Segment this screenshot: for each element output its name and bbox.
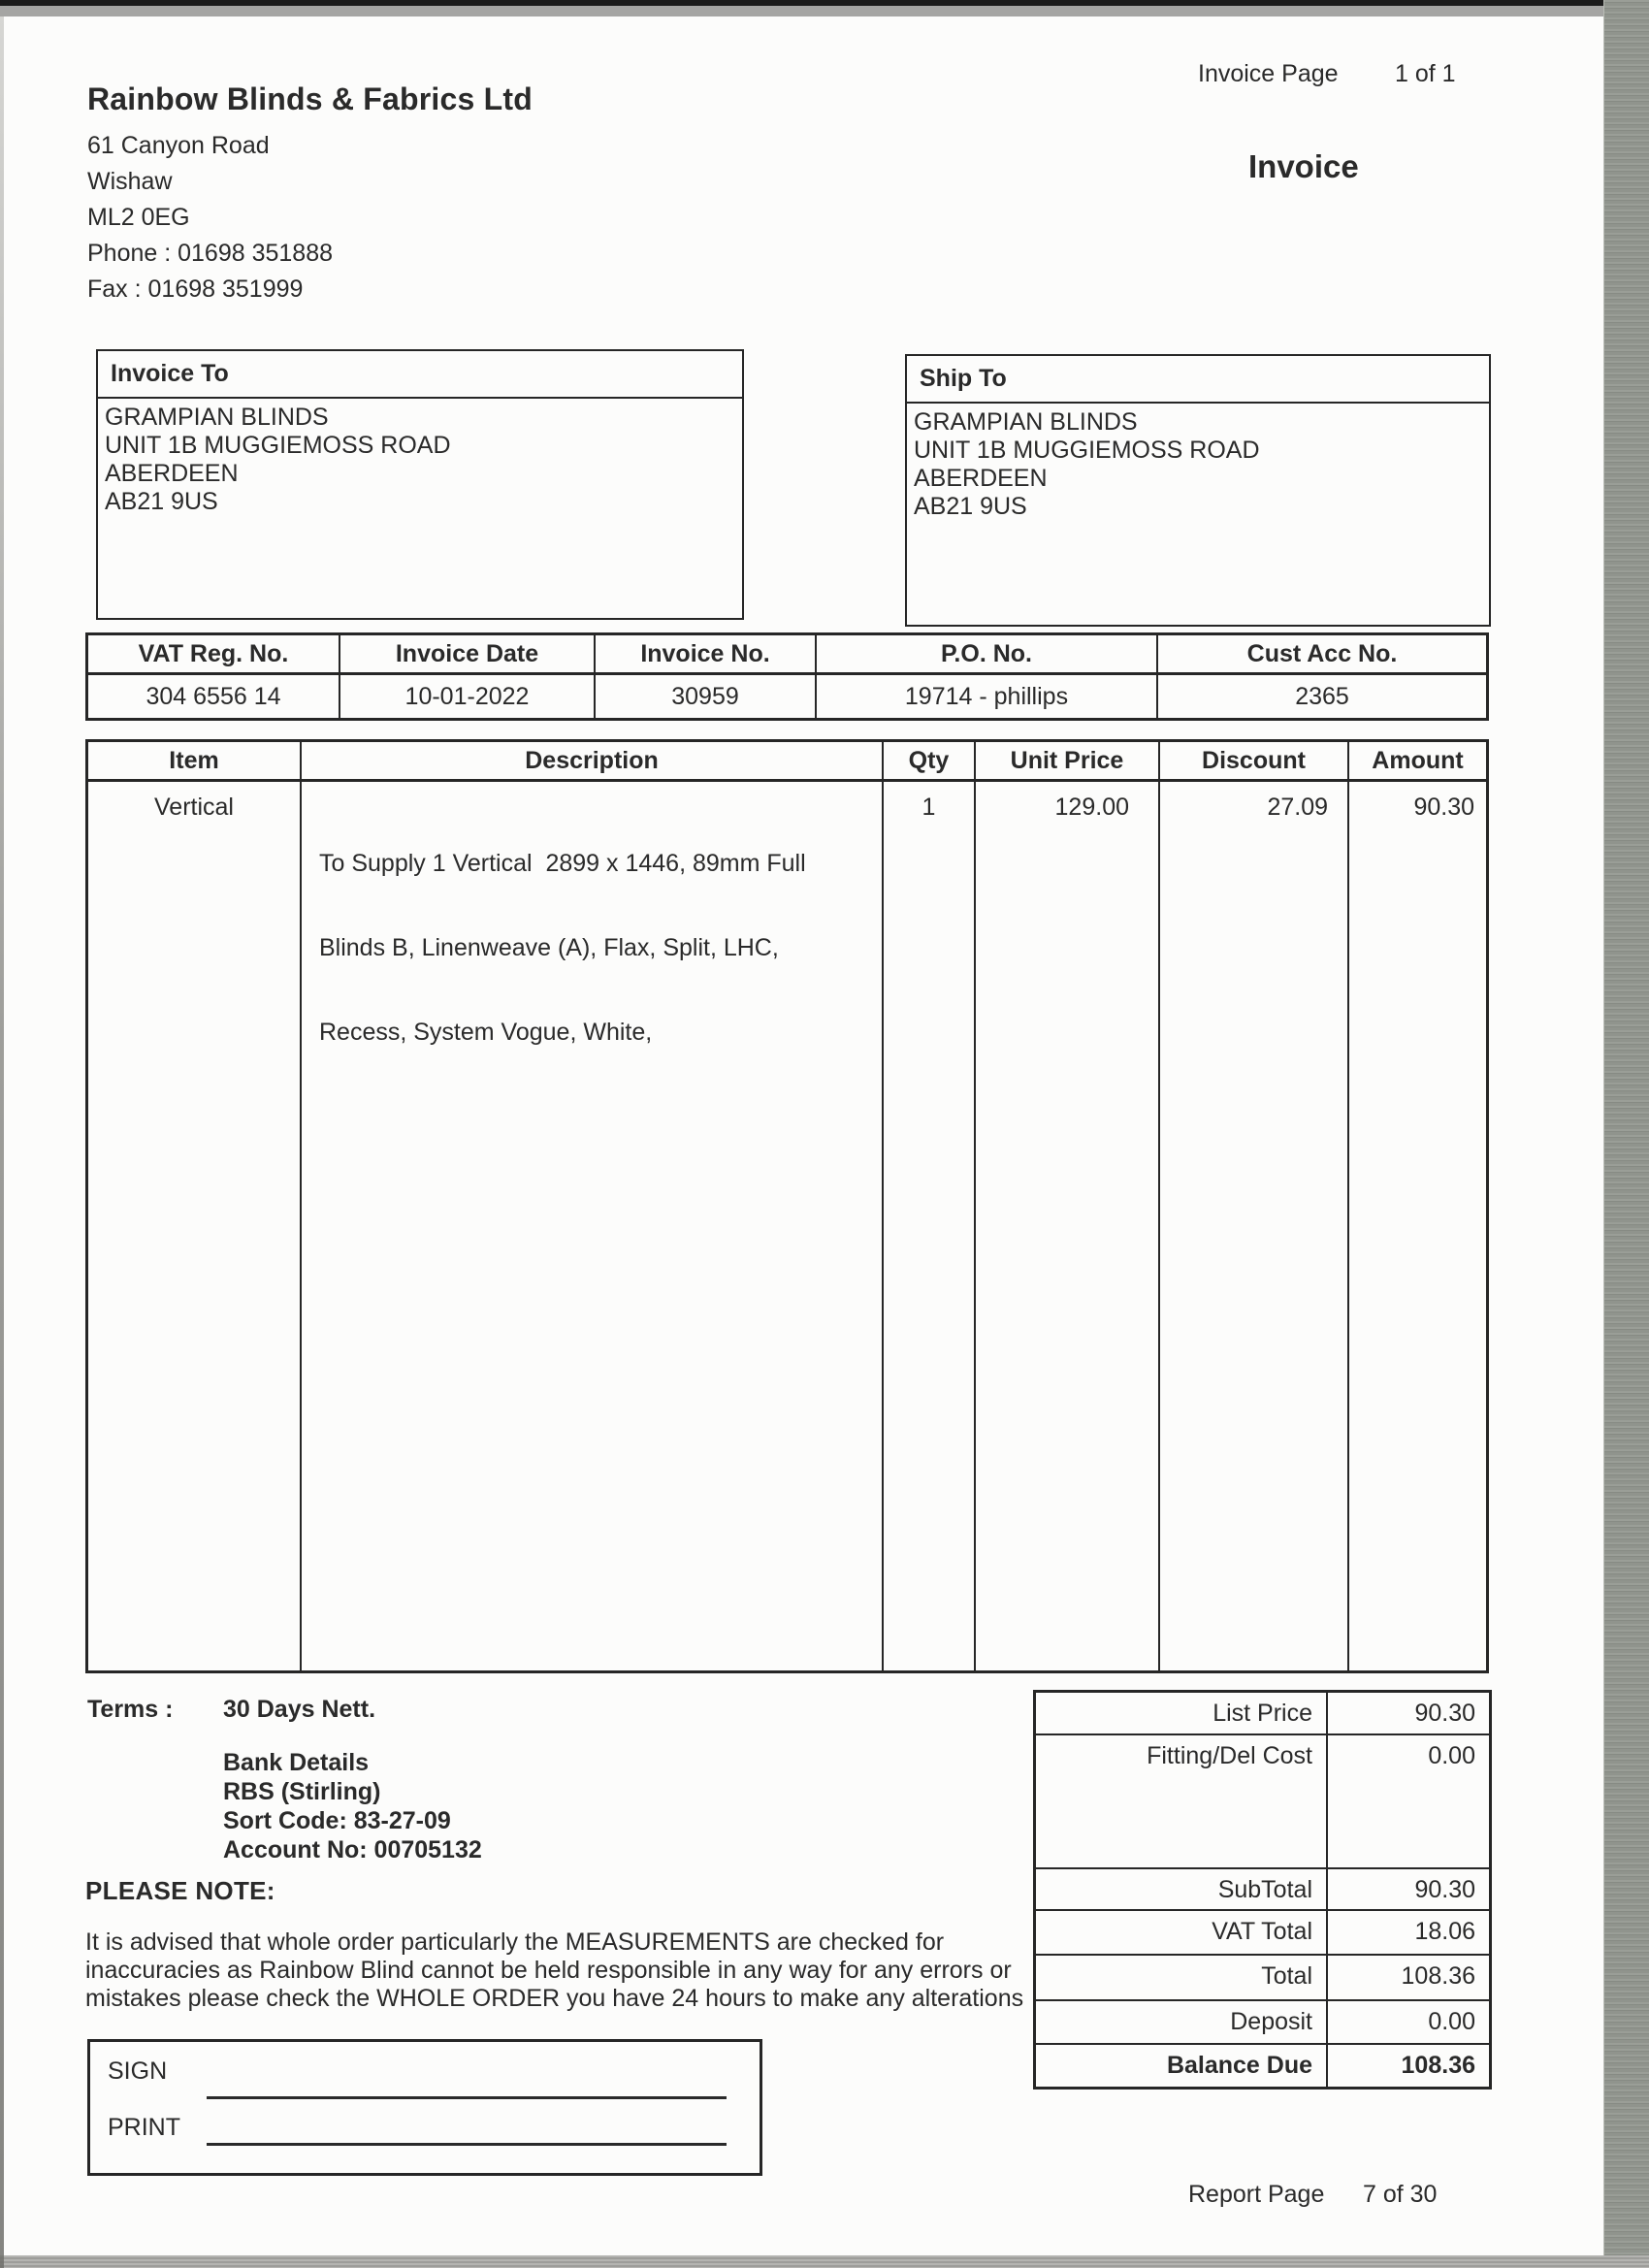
company-phone: Phone : 01698 351888	[87, 240, 334, 267]
invoice-to-line: UNIT 1B MUGGIEMOSS ROAD	[105, 432, 451, 459]
invoice-page-value: 1 of 1	[1395, 60, 1456, 87]
ship-to-line: ABERDEEN	[914, 465, 1048, 492]
company-address-line: 61 Canyon Road	[87, 132, 270, 159]
invoice-to-line: ABERDEEN	[105, 460, 239, 487]
please-note-line: inaccuracies as Rainbow Blind cannot be held responsible in any way for any errors or	[85, 1957, 1012, 1984]
bank-details-block	[223, 1748, 482, 1864]
item-description-line: Recess, System Vogue, White,	[319, 1019, 653, 1046]
invoice-to-header: Invoice To	[98, 351, 742, 399]
totals-row-subtotal	[1036, 1869, 1489, 1911]
meta-value-cust-acc: 2365	[1295, 682, 1349, 710]
sign-line	[207, 2096, 727, 2099]
totals-value: 18.06	[1414, 1918, 1475, 1945]
please-note-line: mistakes please check the WHOLE ORDER you have 24 hours to make any alterations	[85, 1985, 1024, 2012]
please-note-text	[85, 1928, 1023, 2013]
meta-value-invoice-no: 30959	[596, 675, 817, 718]
totals-value: 0.00	[1428, 1742, 1475, 1769]
print-label: PRINT	[108, 2114, 180, 2141]
bank-name: RBS (Stirling)	[223, 1778, 381, 1805]
totals-row-fitting-del-cost	[1036, 1735, 1489, 1869]
totals-label: Deposit	[1036, 2001, 1328, 2043]
signature-box	[87, 2039, 762, 2176]
meta-header-invoice-date: Invoice Date	[340, 635, 596, 675]
company-name: Rainbow Blinds & Fabrics Ltd	[87, 81, 533, 116]
please-note-line: It is advised that whole order particularly the MEASUREMENTS are checked for	[85, 1928, 945, 1956]
totals-label: Total	[1036, 1956, 1328, 1999]
invoice-meta-table	[85, 632, 1489, 721]
invoice-title: Invoice	[1248, 148, 1359, 184]
scanner-edge-left-strip	[0, 16, 4, 2268]
ship-to-line: GRAMPIAN BLINDS	[914, 408, 1138, 436]
meta-header-po-no: P.O. No.	[817, 635, 1158, 675]
company-fax: Fax : 01698 351999	[87, 275, 304, 303]
ship-to-box	[905, 354, 1491, 627]
totals-row-vat-total	[1036, 1911, 1489, 1956]
totals-value: 90.30	[1414, 1700, 1475, 1727]
terms-value: 30 Days Nett.	[223, 1696, 376, 1723]
item-cell-amount: 90.30	[1413, 794, 1474, 821]
totals-box	[1033, 1690, 1492, 2090]
company-address	[87, 128, 333, 308]
bank-details-heading: Bank Details	[223, 1749, 370, 1776]
item-cell-qty: 1	[884, 782, 976, 1670]
items-header-amount: Amount	[1349, 742, 1486, 782]
bank-account-no: Account No: 00705132	[223, 1836, 482, 1863]
item-cell-description	[302, 782, 884, 1670]
company-address-line: Wishaw	[87, 168, 173, 195]
terms-label: Terms :	[87, 1696, 174, 1723]
invoice-to-box	[96, 349, 744, 620]
invoice-page-label: Invoice Page	[1198, 60, 1339, 87]
totals-label: VAT Total	[1036, 1911, 1328, 1954]
items-header-description: Description	[302, 742, 884, 782]
meta-header-cust-acc: Cust Acc No.	[1158, 635, 1486, 675]
items-header-item: Item	[88, 742, 302, 782]
totals-label: List Price	[1036, 1693, 1328, 1733]
totals-value-balance-due: 108.36	[1401, 2052, 1475, 2079]
item-description-line: Blinds B, Linenweave (A), Flax, Split, LHC,	[319, 934, 779, 961]
invoice-to-address	[98, 399, 742, 516]
please-note-heading: PLEASE NOTE:	[85, 1876, 275, 1905]
totals-row-balance-due	[1036, 2045, 1489, 2087]
meta-value-vat-reg: 304 6556 14	[88, 675, 340, 718]
totals-row-deposit	[1036, 2001, 1489, 2045]
totals-label: SubTotal	[1036, 1869, 1328, 1909]
item-cell-type: Vertical	[88, 782, 302, 1670]
bank-sort-code: Sort Code: 83-27-09	[223, 1807, 451, 1834]
totals-label-balance-due: Balance Due	[1036, 2045, 1328, 2087]
items-header-qty: Qty	[884, 742, 976, 782]
totals-value: 108.36	[1401, 1962, 1475, 1990]
totals-value: 0.00	[1428, 2008, 1475, 2035]
company-address-line: ML2 0EG	[87, 204, 190, 231]
invoice-to-line: AB21 9US	[105, 488, 218, 515]
scanner-edge-bottom-band	[0, 2255, 1649, 2268]
sign-label: SIGN	[108, 2057, 168, 2085]
report-page-value: 7 of 30	[1363, 2181, 1438, 2208]
meta-value-po-no: 19714 - phillips	[817, 675, 1158, 718]
ship-to-line: UNIT 1B MUGGIEMOSS ROAD	[914, 437, 1260, 464]
totals-label: Fitting/Del Cost	[1036, 1735, 1328, 1867]
item-cell-discount: 27.09	[1160, 782, 1349, 1670]
totals-value: 90.30	[1414, 1876, 1475, 1903]
ship-to-line: AB21 9US	[914, 493, 1027, 520]
scanner-edge-right-band	[1603, 0, 1649, 2268]
print-line	[207, 2143, 727, 2146]
ship-to-header: Ship To	[907, 356, 1489, 404]
item-description-line: To Supply 1 Vertical 2899 x 1446, 89mm Full	[319, 850, 806, 877]
ship-to-address	[907, 404, 1489, 521]
items-header-discount: Discount	[1160, 742, 1349, 782]
meta-value-invoice-date: 10-01-2022	[340, 675, 596, 718]
invoice-to-line: GRAMPIAN BLINDS	[105, 404, 329, 431]
item-cell-unit-price: 129.00	[976, 782, 1160, 1670]
totals-row-total	[1036, 1956, 1489, 2001]
totals-row-list-price	[1036, 1693, 1489, 1735]
meta-header-invoice-no: Invoice No.	[596, 635, 817, 675]
scanner-edge-top-gray	[0, 6, 1649, 16]
line-items-table	[85, 739, 1489, 1673]
report-page-label: Report Page	[1188, 2181, 1325, 2208]
meta-header-vat-reg: VAT Reg. No.	[88, 635, 340, 675]
items-header-unit-price: Unit Price	[976, 742, 1160, 782]
